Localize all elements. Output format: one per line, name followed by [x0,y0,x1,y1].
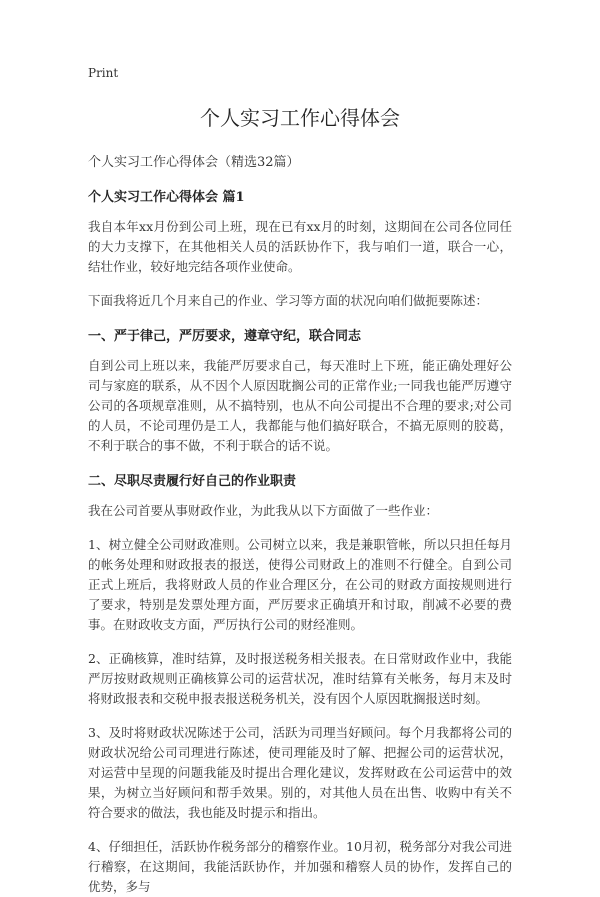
article-title: 个人实习工作心得体会 篇1 [88,190,245,205]
section-paragraph: 3、及时将财政状况陈述于公司，活跃为司理当好顾问。每个月我都将公司的财政状况给公司司理进行陈述，使司理能及时了解、把握公司的运营状况，对运营中呈现的问题我能及时提出合理化建议，发挥财政在公司运营中的效果，为树立当好顾问和帮手效果。别的，对其他人员在出售、收购中有关不符合要求的做法，我也能及时提示和指出。 [88,725,512,820]
section-heading: 二、尽职尽责履行好自己的作业职责 [88,474,297,489]
section-paragraph: 4、仔细担任，活跃协作税务部分的稽察作业。10月初，税务部分对我公司进行稽察，在这期间，我能活跃协作，并加强和稽察人员的协作，发挥自己的优势，多与 [88,839,512,894]
intro-paragraph: 我自本年xx月份到公司上班，现在已有xx月的时刻，这期间在公司各位同任的大力支撑下，在其他相关人员的活跃协作下，我与咱们一道，联合一心，结壮作业，较好地完结各项作业使命。 [88,219,512,274]
section-paragraph: 自到公司上班以来，我能严厉要求自己，每天准时上下班，能正确处理好公司与家庭的联系，从不因个人原因耽搁公司的正常作业;一同我也能严厉遵守公司的各项规章准则，从不搞特别，也从不向公司提出不合理的要求;对公司的人员，不论司理仍是工人，我都能与他们搞好联合，不搞无原则的胶葛，不利于联合的事不做，不利于联合的话不说。 [88,358,512,453]
document-title: 个人实习工作心得体会 [200,106,400,130]
section-paragraph: 2、正确核算，准时结算，及时报送税务相关报表。在日常财政作业中，我能严厉按财政规则正确核算公司的运营状况，准时结算有关帐务，每月末及时将财政报表和交税申报表报送税务机关，没有因个人原因耽搁报送时刻。 [88,651,512,706]
section-heading: 一、严于律己，严厉要求，遵章守纪，联合同志 [88,329,362,344]
document-subtitle: 个人实习工作心得体会（精选32篇） [88,155,300,170]
section-paragraph: 我在公司首要从事财政作业，为此我从以下方面做了一些作业： [88,503,439,518]
intro-paragraph: 下面我将近几个月来自己的作业、学习等方面的状况向咱们做扼要陈述： [88,293,489,308]
section-paragraph: 1、树立健全公司财政准则。公司树立以来，我是兼职管帐，所以只担任每月的帐务处理和财政报表的报送，使得公司财政上的准则不行健全。自到公司正式上班后，我将财政人员的作业合理区分，在公司的财政方面按规则进行了要求，特别是发票处理方面，严厉要求正确填开和讨取，削减不必要的费事。在财政收支方面，严厉执行公司的财经准则。 [88,537,512,632]
print-link[interactable]: Print [88,66,119,80]
